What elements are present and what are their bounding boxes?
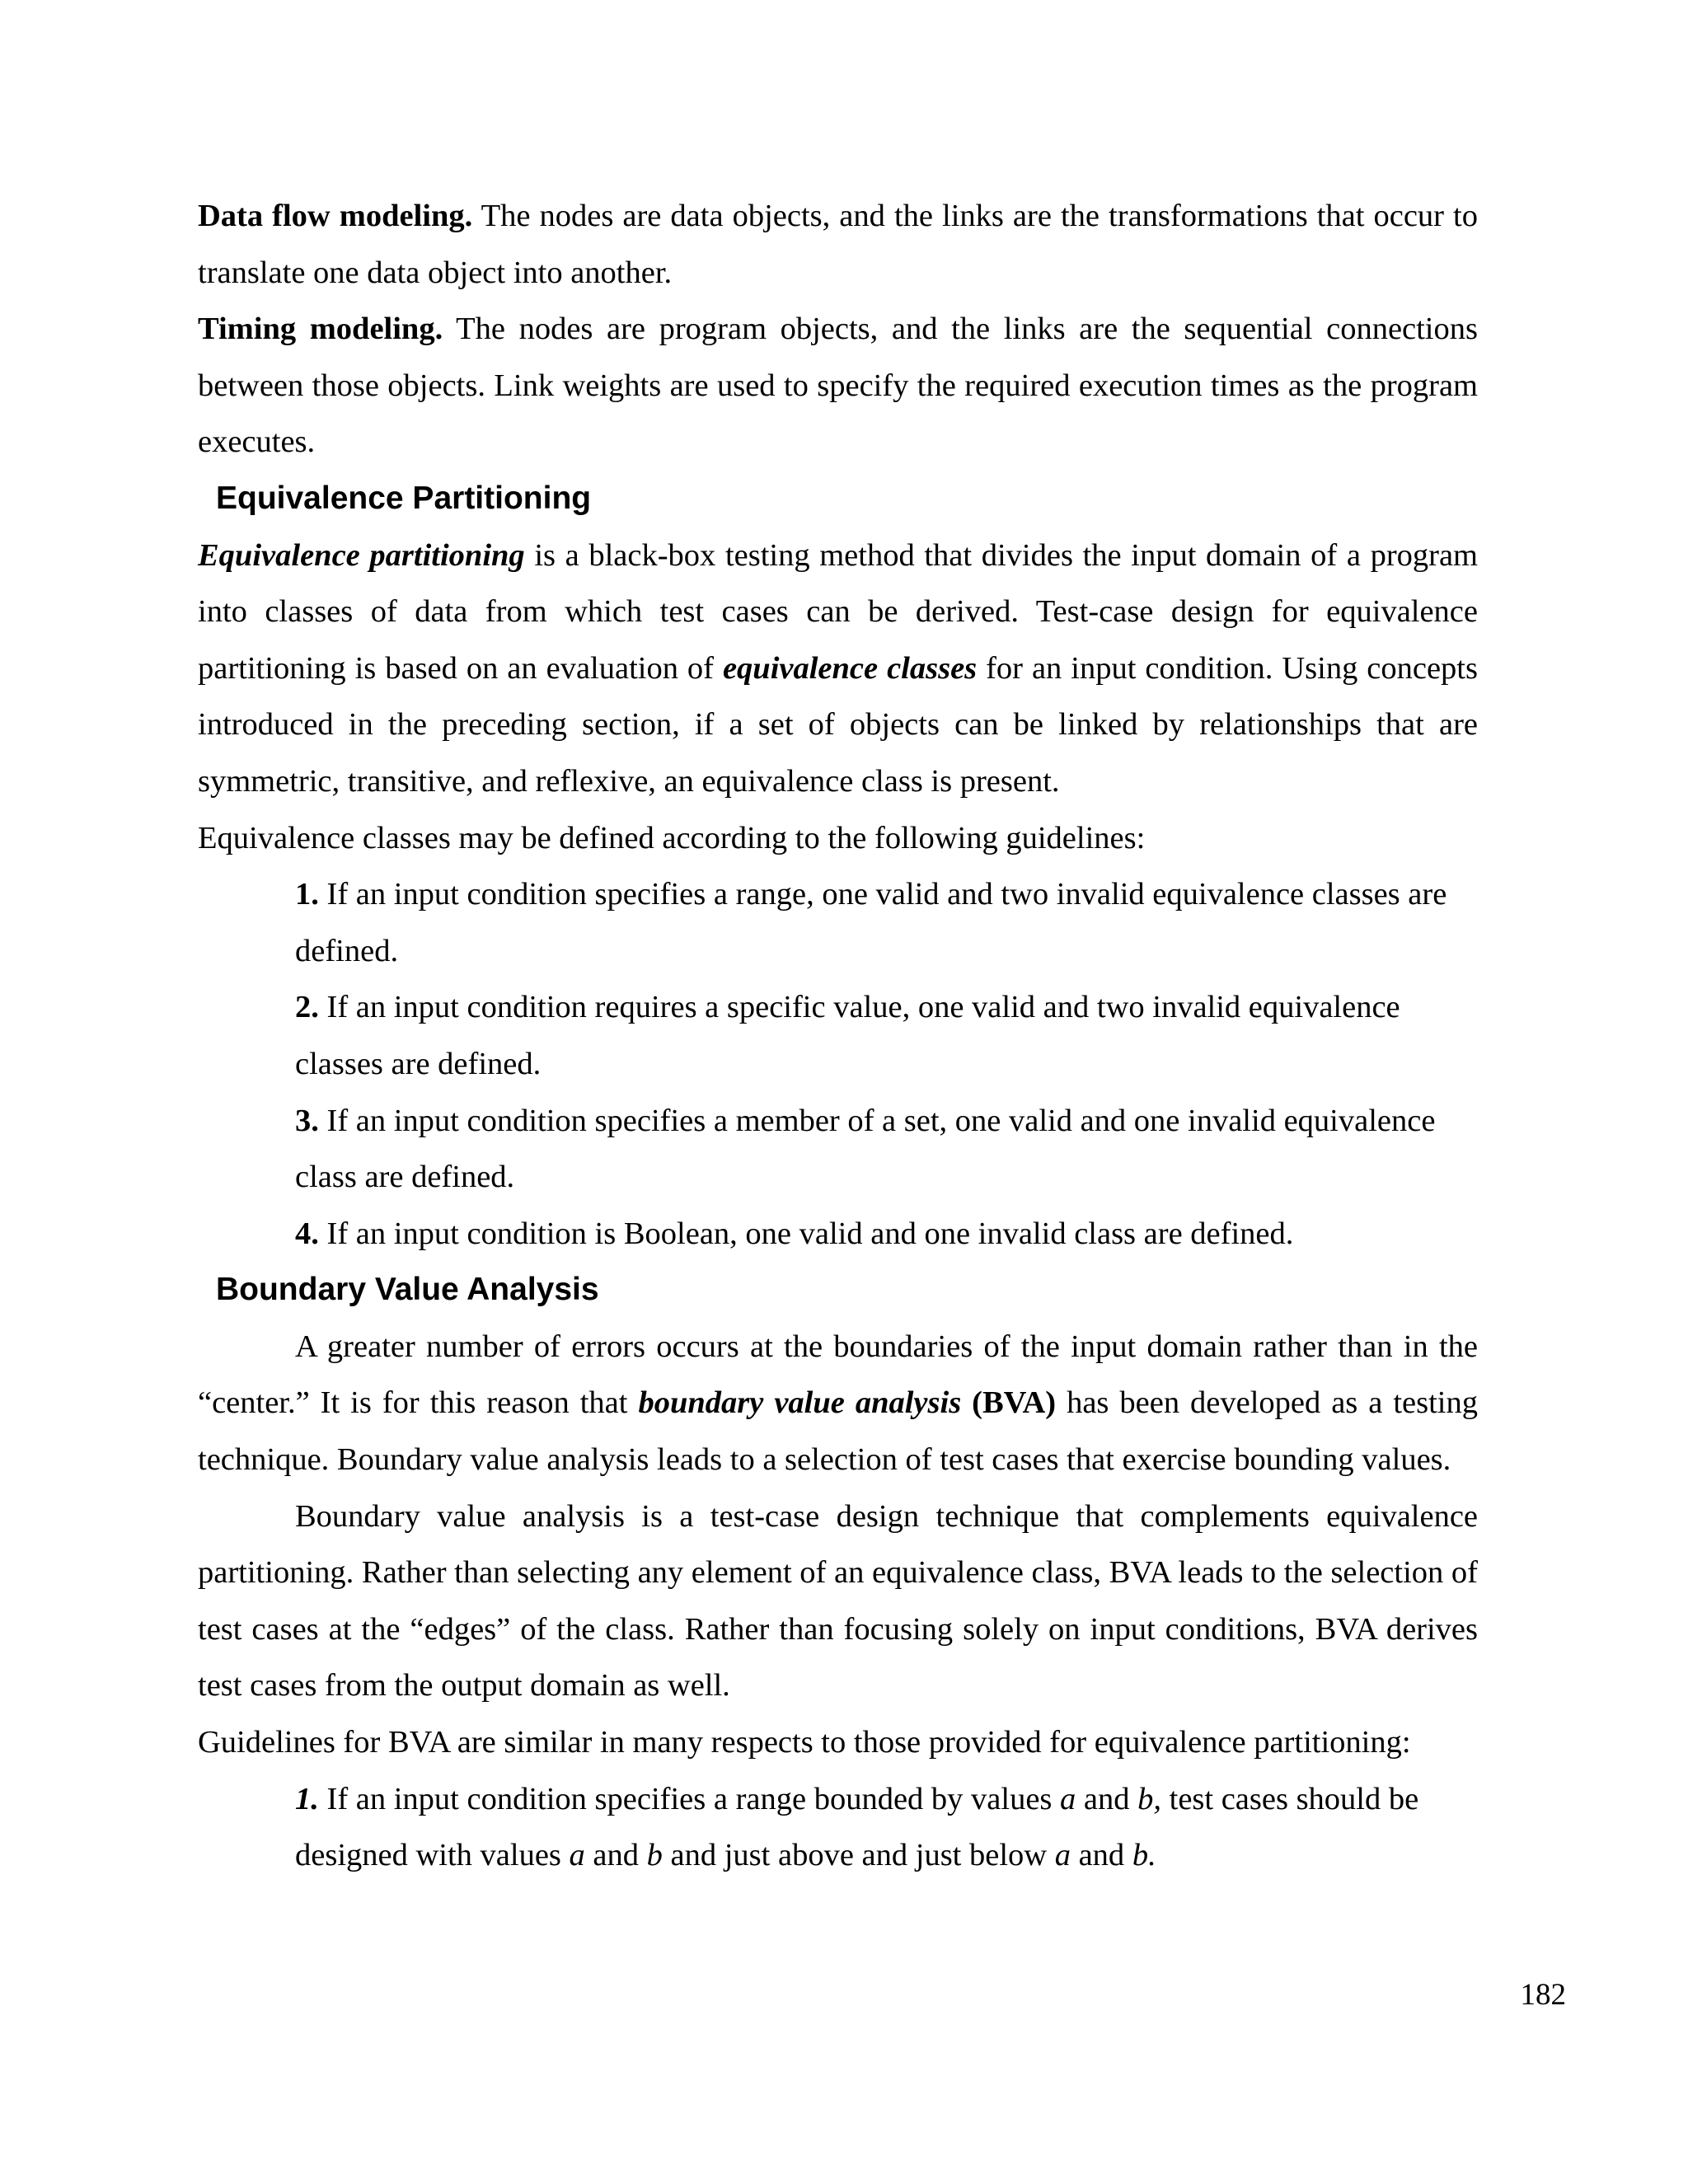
page-number: 182 — [1520, 1978, 1566, 2012]
bva-guideline-item — [295, 1771, 1478, 1884]
list-number: 3. — [295, 1103, 319, 1138]
equivalence-partitioning-paragraph — [198, 527, 1478, 810]
variable-b: b. — [1132, 1838, 1156, 1873]
equivalence-guideline-item — [295, 1206, 1478, 1263]
variable-a: a — [1060, 1781, 1076, 1816]
data-flow-modeling-paragraph — [198, 188, 1478, 301]
equivalence-guideline-item — [295, 866, 1478, 979]
equivalence-guideline-item — [295, 979, 1478, 1092]
list-number: 4. — [295, 1216, 319, 1251]
list-item-text: If an input condition requires a specific value, one valid and two invalid equivalence classes are defined. — [295, 990, 1400, 1081]
list-number: 1. — [295, 1781, 319, 1816]
bva-guidelines-intro: Guidelines for BVA are similar in many respects to those provided for equivalence partitioning: — [198, 1725, 1411, 1760]
list-item-text: and — [584, 1838, 647, 1873]
equivalence-paragraph-text-1: is a black-box testing method that divides the input domain of a program into classes of data from which test cases can be derived. Test-case design for equivalence partitioning is based on an evaluation of — [198, 537, 1478, 686]
page-content — [198, 188, 1478, 1884]
list-number: 2. — [295, 990, 319, 1025]
boundary-value-analysis-heading: Boundary Value Analysis — [216, 1272, 599, 1308]
list-item-text: If an input condition specifies a range, one valid and two invalid equivalence classes are defined. — [295, 877, 1447, 968]
boundary-value-analysis-term: boundary value analysis — [638, 1385, 962, 1421]
equivalence-paragraph-text-2: for an input condition. Using concepts introduced in the preceding section, if a set of objects can be linked by relationships that are symmetric, transitive, and reflexive, an equivalence class is present. — [198, 650, 1478, 799]
list-item-text: test cases should be designed with values — [295, 1781, 1419, 1873]
equivalence-partitioning-heading: Equivalence Partitioning — [216, 480, 592, 516]
bva-paragraph-1 — [198, 1319, 1478, 1488]
equivalence-guidelines-intro: Equivalence classes may be defined according to the following guidelines: — [198, 820, 1146, 855]
list-item-text: and — [1070, 1838, 1132, 1873]
timing-modeling-text: The nodes are program objects, and the links are the sequential connections between those objects. Link weights are used to specify the required execution times as the program executes. — [198, 312, 1478, 460]
list-item-text: If an input condition is Boolean, one valid and one invalid class are defined. — [318, 1216, 1294, 1251]
bva-paragraph-1-text-2: has been developed as a testing technique. Boundary value analysis leads to a selection of test cases that exercise bounding values. — [198, 1385, 1478, 1478]
equivalence-partitioning-term: Equivalence partitioning — [198, 537, 525, 573]
data-flow-modeling-term: Data flow modeling. — [198, 199, 473, 233]
bva-paragraph-1-text-1: A greater number of errors occurs at the boundaries of the input domain rather than in the “center.” It is for this reason that — [198, 1329, 1478, 1421]
list-item-text: and — [1076, 1781, 1138, 1816]
data-flow-modeling-text: The nodes are data objects, and the links are the transformations that occur to translate one data object into another. — [198, 199, 1478, 290]
list-item-text: If an input condition specifies a range bounded by values — [318, 1781, 1061, 1816]
timing-modeling-paragraph — [198, 301, 1478, 471]
variable-a: a — [569, 1838, 585, 1873]
equivalence-guideline-item — [295, 1093, 1478, 1206]
variable-b: b, — [1137, 1781, 1161, 1816]
variable-a: a — [1054, 1838, 1071, 1873]
list-number: 1. — [295, 877, 319, 912]
list-item-text: If an input condition specifies a member of a set, one valid and one invalid equivalence class are defined. — [295, 1103, 1436, 1195]
list-item-text: and just above and just below — [662, 1838, 1055, 1873]
bva-paragraph-2: Boundary value analysis is a test-case design technique that complements equivalence partitioning. Rather than selecting any element of an equivalence class, BVA leads to the selection of test cases at the “edges” of the class. Rather than focusing solely on input conditions, BVA derives test cases from the output domain as well. — [198, 1498, 1478, 1704]
equivalence-classes-term: equivalence classes — [722, 650, 978, 686]
variable-b: b — [646, 1838, 663, 1873]
timing-modeling-term: Timing modeling. — [198, 312, 443, 347]
bva-abbreviation: (BVA) — [961, 1385, 1057, 1421]
